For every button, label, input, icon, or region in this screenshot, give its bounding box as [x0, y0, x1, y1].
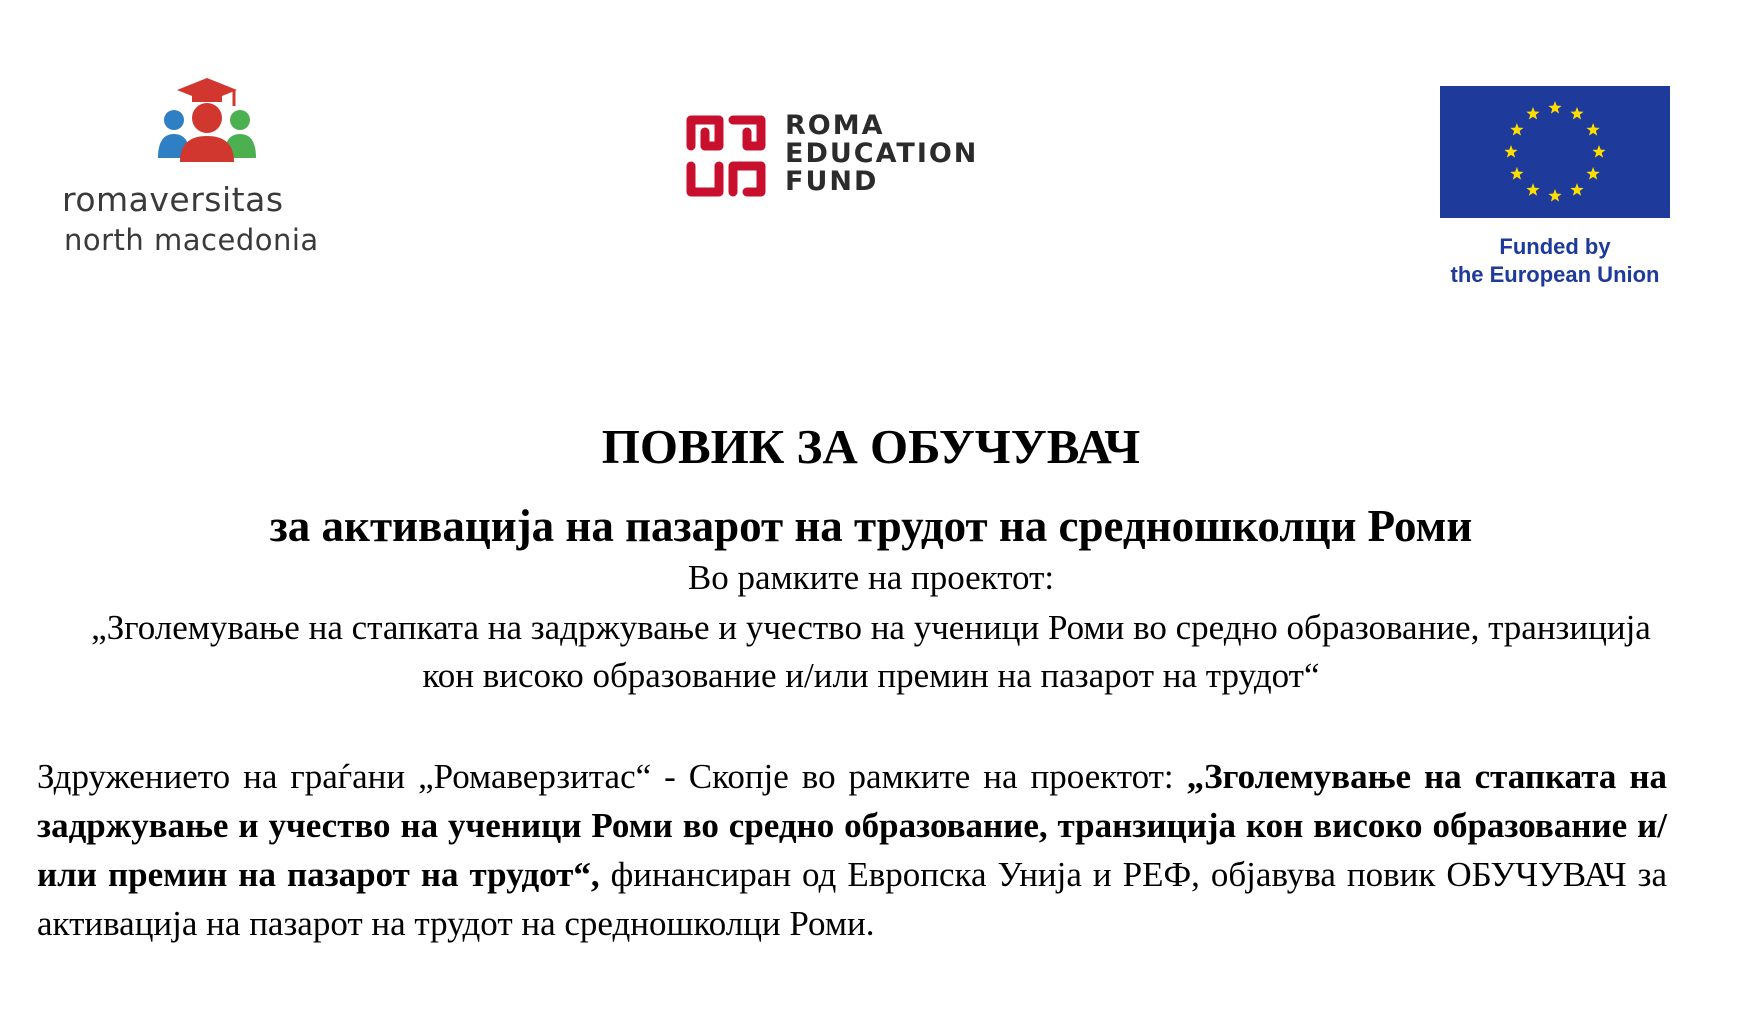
eu-star	[1526, 107, 1539, 120]
eu-star	[1510, 167, 1523, 180]
page-subtitle: за активација на пазарот на трудот на средношколци Роми	[269, 501, 1473, 551]
roma-education-fund-logo	[685, 112, 1025, 202]
eu-star	[1548, 189, 1561, 202]
romaversitas-tagline: north macedonia	[64, 223, 319, 257]
body-outro: финансиран од Европска Унија и РЕФ, објавува повик ОБУЧУВАЧ за активација на пазарот на трудот на средношколци Роми.	[37, 855, 1667, 943]
eu-funded-by: Funded by	[1499, 234, 1611, 259]
eu-star	[1586, 123, 1599, 136]
eu-star	[1570, 183, 1583, 196]
body-intro: Здружението на граѓани „Ромаверзитас“ - Скопје во рамките на проектот:	[37, 757, 1187, 796]
ref-line-fund: FUND	[785, 166, 879, 197]
ref-line-roma: ROMA	[785, 110, 885, 141]
eu-union-name: the European Union	[1450, 262, 1660, 287]
eu-star	[1592, 145, 1605, 158]
eu-star	[1548, 101, 1561, 114]
ref-line-education: EDUCATION	[785, 138, 979, 169]
ref-emblem-icon	[685, 112, 767, 200]
eu-star	[1504, 145, 1517, 158]
romaversitas-name: romaversitas	[62, 180, 284, 219]
eu-star	[1570, 107, 1583, 120]
eu-star	[1526, 183, 1539, 196]
eu-flag	[1440, 86, 1670, 218]
eu-funding-logo	[1425, 86, 1685, 296]
page-title: ПОВИК ЗА ОБУЧУВАЧ	[601, 419, 1141, 474]
body-paragraph	[37, 752, 1667, 948]
romaversitas-logo	[62, 78, 362, 268]
romaversitas-people-icon	[152, 78, 262, 178]
eu-star	[1586, 167, 1599, 180]
eu-star	[1510, 123, 1523, 136]
framework-line: Во рамките на проектот:	[687, 558, 1055, 597]
eu-stars-icon	[1440, 86, 1670, 218]
project-title-quote: „Зголемување на стапката на задржување и учество на ученици Роми во средно образование, транзиција кон високо образование и/или премин на пазарот на трудот“	[91, 608, 1651, 695]
body-project-bold: „Зголемување на стапката на задржување и учество на ученици Роми во средно образование, транзиција кон високо образование и/или премин на пазарот на трудот“,	[37, 757, 1667, 894]
